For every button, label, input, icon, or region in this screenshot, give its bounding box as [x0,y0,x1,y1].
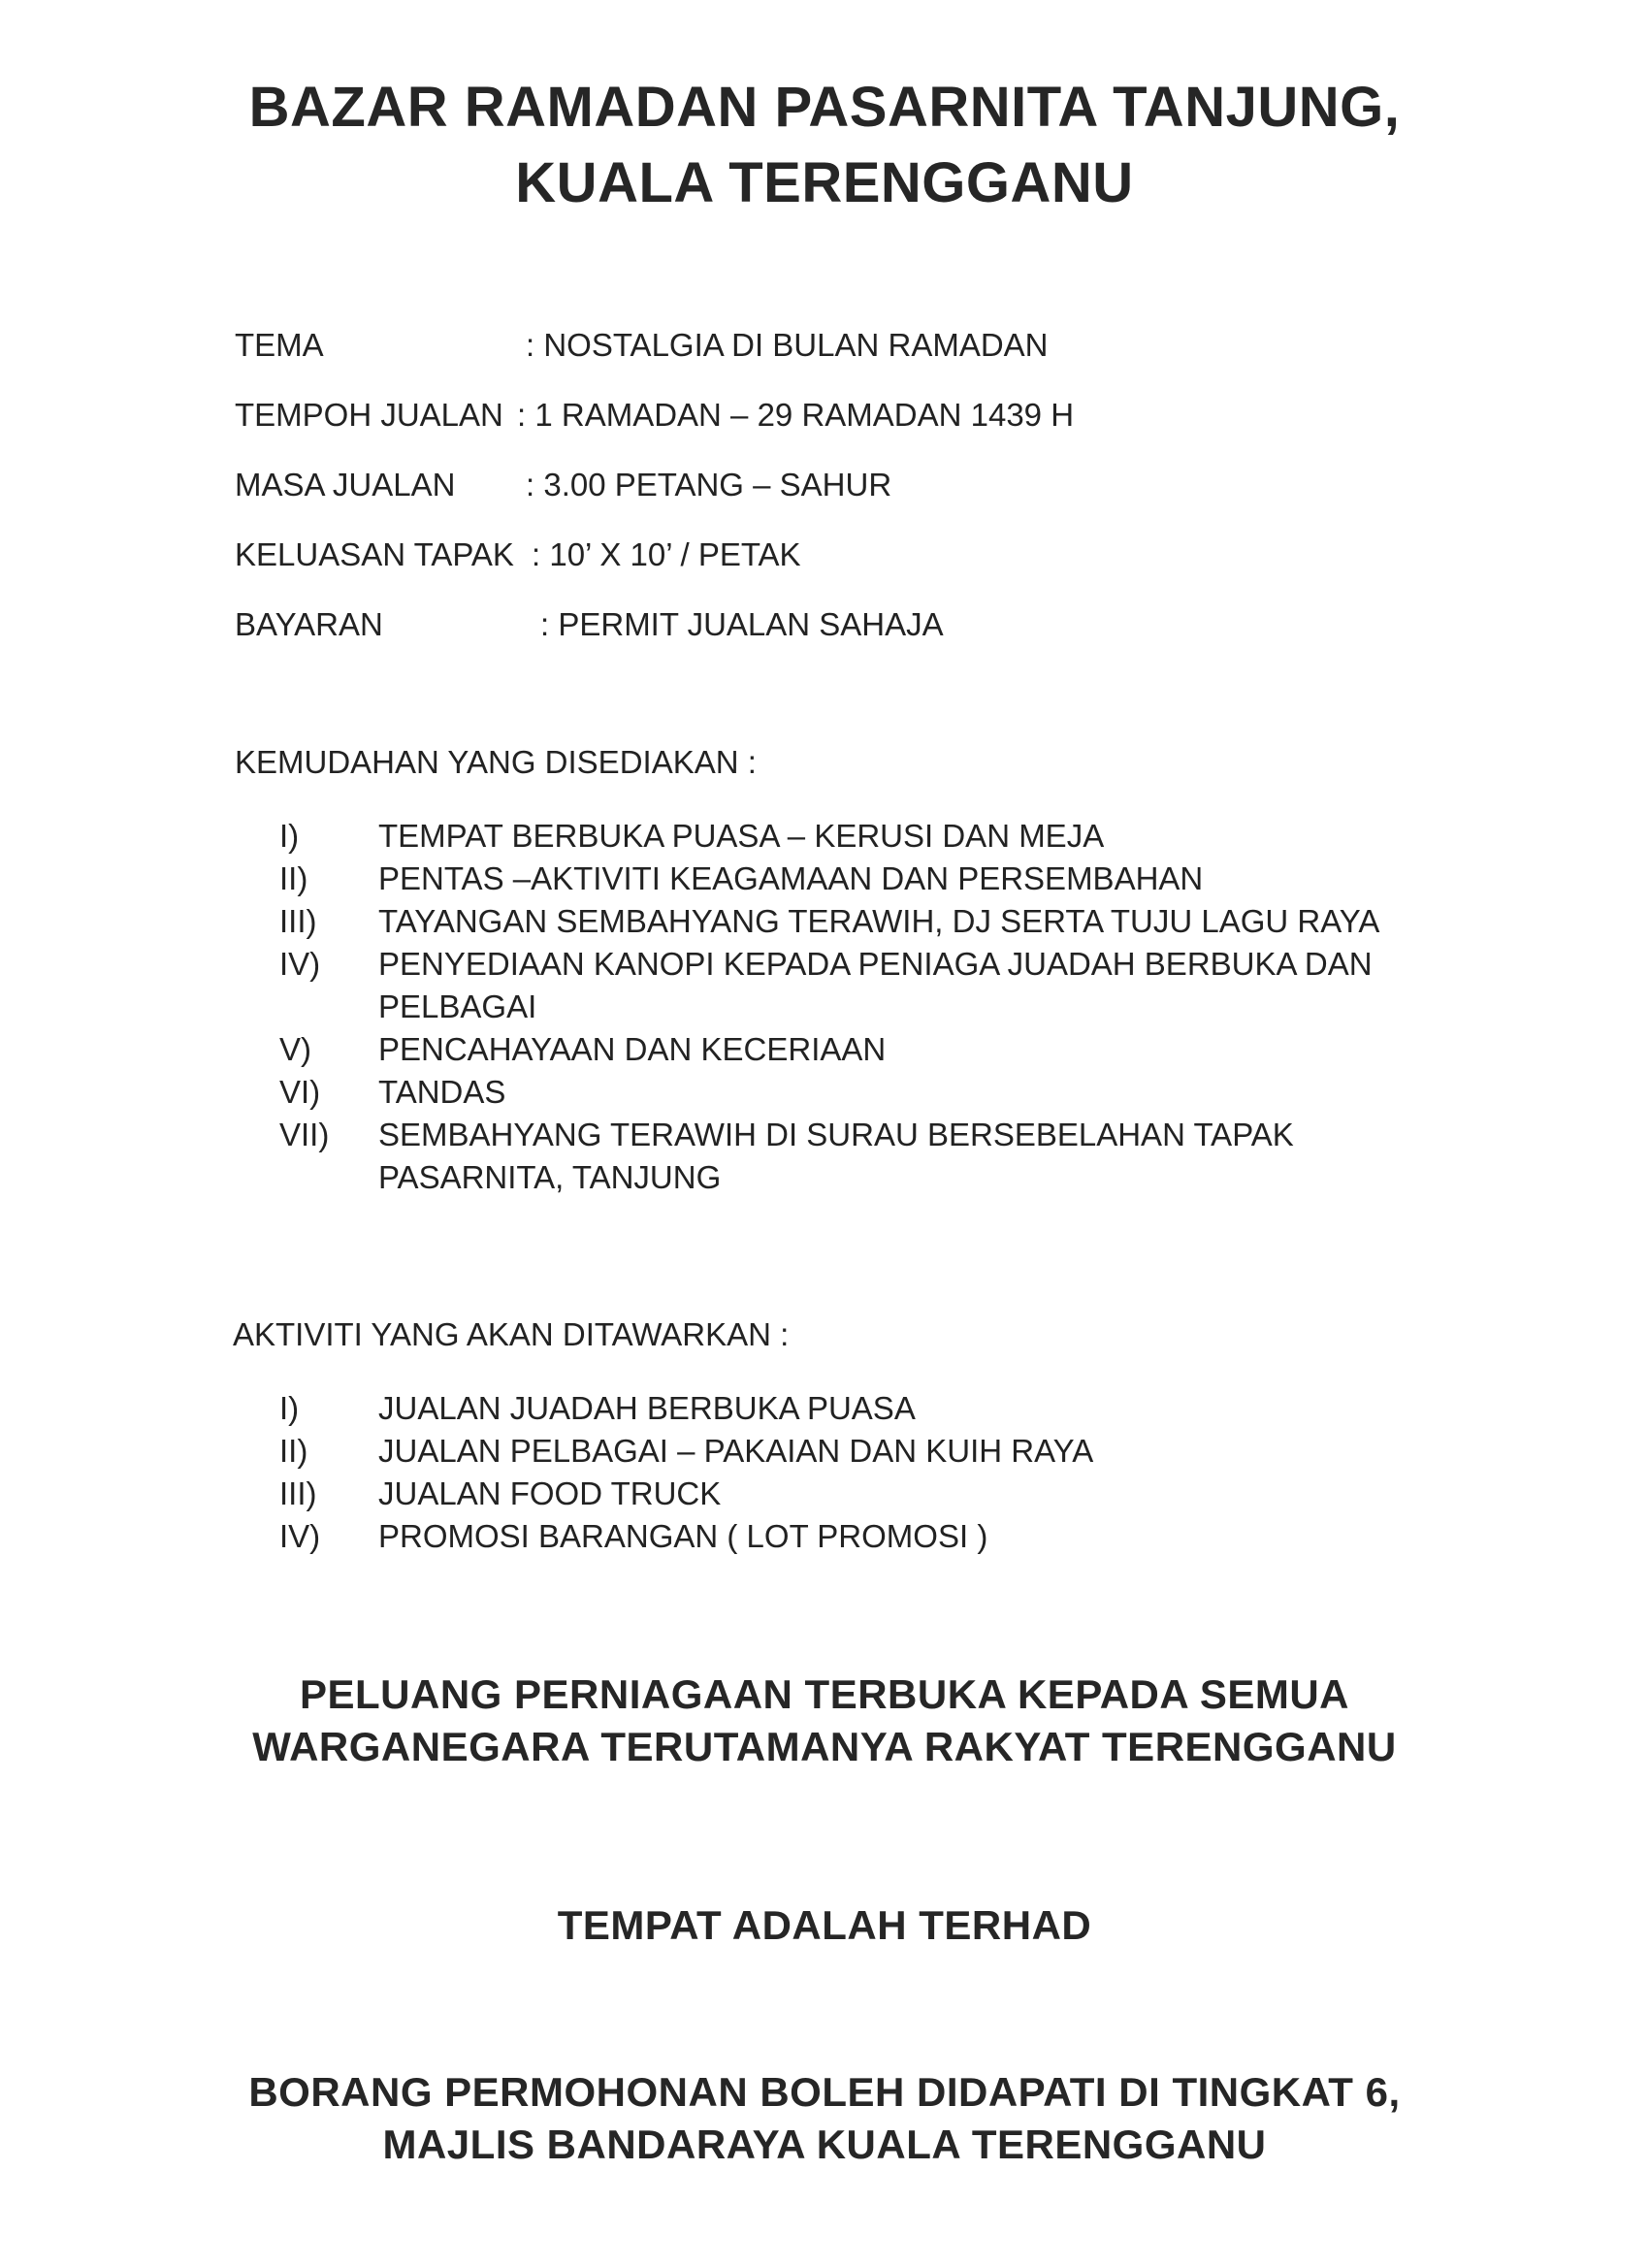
list-item [279,1387,1502,1430]
list-number: II) [279,1433,308,1469]
detail-row-duration [235,392,1496,462]
list-item [279,1028,1502,1071]
list-number: IV) [279,946,321,982]
list-text: JUALAN FOOD TRUCK [378,1475,722,1511]
event-details [235,322,1496,671]
notice-line-1: BORANG PERMOHONAN BOLEH DIDAPATI DI TINGKAT 6, [248,2069,1401,2115]
list-text: PENYEDIAAN KANOPI KEPADA PENIAGA JUADAH BERBUKA DAN PELBAGAI [378,946,1373,1024]
detail-value: : NOSTALGIA DI BULAN RAMADAN [526,327,1049,363]
list-item [279,1071,1502,1114]
list-item [279,815,1502,858]
list-item [279,1473,1502,1515]
detail-value: : 10’ X 10’ / PETAK [532,536,801,572]
application-form-notice [0,2066,1649,2171]
detail-label: TEMPOH JUALAN [235,397,503,433]
list-item [279,943,1502,1028]
document-title [0,70,1649,221]
activities-heading: AKTIVITI YANG AKAN DITAWARKAN : [233,1316,790,1352]
detail-value: : 1 RAMADAN – 29 RAMADAN 1439 H [517,397,1075,433]
list-number: II) [279,860,308,896]
list-text: PENCAHAYAAN DAN KECERIAAN [378,1031,887,1067]
list-text: TANDAS [378,1074,506,1110]
detail-label: MASA JUALAN [235,467,456,502]
list-text: JUALAN PELBAGAI – PAKAIAN DAN KUIH RAYA [378,1433,1094,1469]
notice-line-1: PELUANG PERNIAGAAN TERBUKA KEPADA SEMUA [300,1671,1349,1717]
list-number: I) [279,1390,300,1426]
list-text: TEMPAT BERBUKA PUASA – KERUSI DAN MEJA [378,818,1105,854]
list-number: VI) [279,1074,321,1110]
list-text: PENTAS –AKTIVITI KEAGAMAAN DAN PERSEMBAHAN [378,860,1204,896]
detail-row-hours [235,462,1496,532]
list-text: JUALAN JUADAH BERBUKA PUASA [378,1390,916,1426]
list-text: SEMBAHYANG TERAWIH DI SURAU BERSEBELAHAN TAPAK PASARNITA, TANJUNG [378,1117,1294,1195]
list-item [279,1515,1502,1558]
list-number: III) [279,1475,317,1511]
list-number: I) [279,818,300,854]
title-line-1: BAZAR RAMADAN PASARNITA TANJUNG, [248,76,1401,139]
detail-value: : PERMIT JUALAN SAHAJA [540,606,944,642]
activities-list [279,1387,1502,1558]
notice-line-2: MAJLIS BANDARAYA KUALA TERENGGANU [382,2122,1267,2167]
notice-line-2: WARGANEGARA TERUTAMANYA RAKYAT TERENGGANU [252,1724,1397,1769]
limited-places-notice: TEMPAT ADALAH TERHAD [557,1902,1092,1948]
facilities-list [279,815,1502,1199]
title-line-2: KUALA TERENGGANU [515,151,1134,214]
detail-value: : 3.00 PETANG – SAHUR [526,467,892,502]
list-item [279,858,1502,900]
facilities-heading: KEMUDAHAN YANG DISEDIAKAN : [235,744,757,780]
list-number: III) [279,903,317,939]
detail-label: KELUASAN TAPAK [235,536,514,572]
detail-row-theme [235,322,1496,392]
list-number: IV) [279,1518,321,1554]
list-item [279,1114,1502,1199]
list-number: V) [279,1031,311,1067]
detail-label: BAYARAN [235,606,383,642]
list-number: VII) [279,1117,330,1152]
business-opportunity-notice [0,1669,1649,1773]
list-item [279,900,1502,943]
list-text: PROMOSI BARANGAN ( LOT PROMOSI ) [378,1518,988,1554]
list-item [279,1430,1502,1473]
list-text: TAYANGAN SEMBAHYANG TERAWIH, DJ SERTA TUJU LAGU RAYA [378,903,1380,939]
detail-row-payment [235,601,1496,671]
detail-row-lot-size [235,532,1496,601]
detail-label: TEMA [235,327,324,363]
